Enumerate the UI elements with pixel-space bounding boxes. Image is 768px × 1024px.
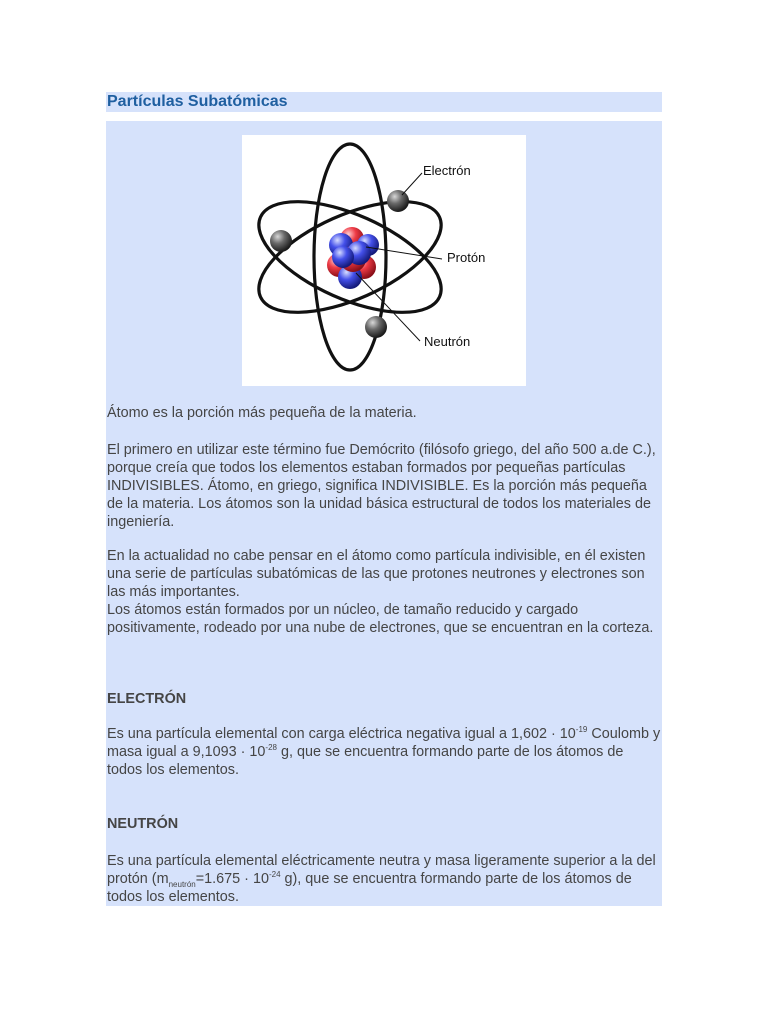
electron-ball [365, 316, 387, 338]
electron-exponent-1: -19 [575, 725, 588, 735]
page-title: Partículas Subatómicas [107, 93, 288, 110]
nucleus [327, 227, 379, 289]
paragraph-subatomic [107, 547, 662, 637]
paragraph-electron [107, 725, 662, 779]
heading-neutron: NEUTRÓN [107, 816, 179, 832]
paragraph-subatomic-part1: En la actualidad no cabe pensar en el átomo como partícula indivisible, en él existen una serie de partículas subatómicas de las que protones neutrones y electrones son las más importantes. [107, 548, 646, 600]
heading-electron: ELECTRÓN [107, 691, 187, 707]
neutron-text-3: g), que se encuentra formando parte de los átomos de todos los elementos. [107, 871, 632, 905]
neutron-exponent: -24 [268, 870, 281, 880]
electron-text-1: Es una partícula elemental con carga eléctrica negativa igual a 1,602 · 10 [107, 726, 576, 742]
paragraph-democritus: El primero en utilizar este término fue Demócrito (filósofo griego, del año 500 a.de C.), porque creía que todos los elementos estaban formados por pequeñas partículas INDIVISIBLES. Átomo, en griego, significa INDIVISIBLE. Es la porción más pequeña de la materia. Los átomos son la unidad básica estructural de todos los materiales de ingeniería. [107, 442, 656, 530]
electron-text-3: g, que se encuentra formando parte de los átomos de todos los elementos. [107, 744, 624, 778]
title-bar [106, 92, 662, 112]
electron-ball [270, 230, 292, 252]
content-panel [106, 121, 662, 906]
label-electron: Electrón [423, 163, 471, 178]
electron-ball [387, 190, 409, 212]
atom-diagram-svg [242, 135, 526, 386]
neutron-subscript: neutrón [168, 879, 196, 889]
neutron-text-1: Es una partícula elemental eléctricamente neutra y masa ligeramente superior a la del protón (m [107, 853, 656, 887]
neutron-ball [332, 246, 354, 268]
paragraph-intro: Átomo es la porción más pequeña de la materia. [107, 405, 417, 421]
electron-exponent-2: -28 [265, 743, 277, 753]
neutron-text-2: =1.675 · 10 [195, 871, 269, 887]
paragraph-neutron [107, 852, 662, 906]
electron-text-2: Coulomb y masa igual a 9,1093 · 10 [107, 726, 661, 760]
label-proton: Protón [447, 250, 486, 265]
paragraph-subatomic-part2: Los átomos están formados por un núcleo, de tamaño reducido y cargado positivamente, rodeado por una nube de electrones, que se encuentran en la corteza. [107, 602, 654, 636]
label-neutron: Neutrón [424, 334, 471, 349]
atom-diagram [242, 135, 526, 386]
